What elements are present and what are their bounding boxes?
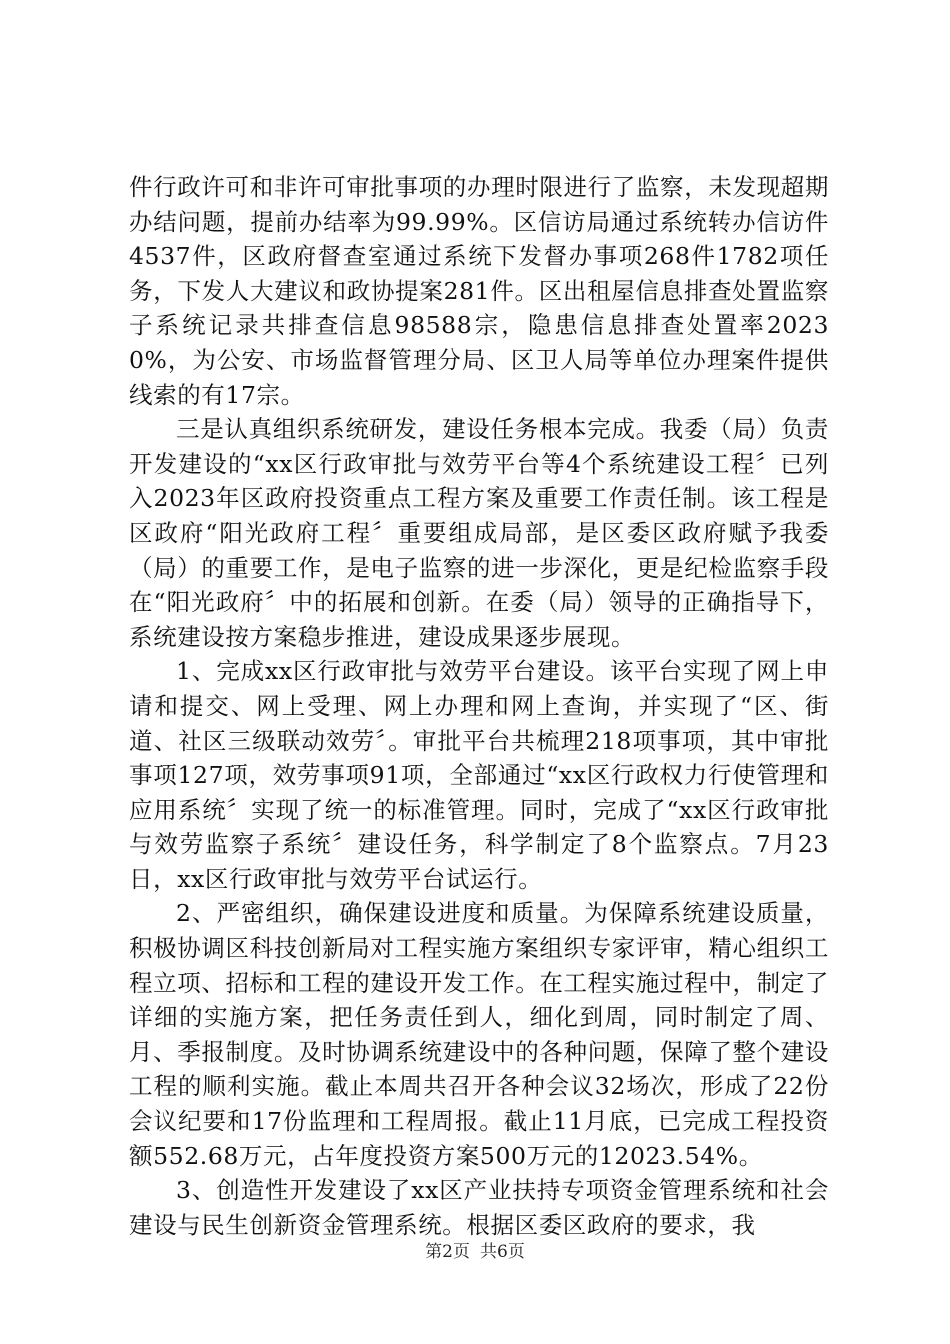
paragraph-1: 件行政许可和非许可审批事项的办理时限进行了监察，未发现超期办结问题，提前办结率为99.99%。区信访局通过系统转办信访件4537件，区政府督查室通过系统下发督办事项268件1782项任务，下发人大建议和政协提案281件。区出租屋信息排查处置监察子系统记录共排查信息98588宗，隐患信息排查处置率20230%，为公安、市场监督管理分局、区卫人局等单位办理案件提供线索的有17宗。 — [129, 173, 829, 409]
page-footer — [0, 1241, 950, 1263]
document-body — [129, 170, 829, 1242]
paragraph-4: 2、严密组织，确保建设进度和质量。为保障系统建设质量，积极协调区科技创新局对工程实施方案组织专家评审，精心组织工程立项、招标和工程的建设开发工作。在工程实施过程中，制定了详细的实施方案，把任务责任到人，细化到周，同时制定了周、月、季报制度。及时协调系统建设中的各种问题，保障了整个建设工程的顺利实施。截止本周共召开各种会议32场次，形成了22份会议纪要和17份监理和工程周报。截止11月底，已完成工程投资额552.68万元，占年度投资方案500万元的12023.54%。 — [129, 899, 829, 1170]
paragraph-2: 三是认真组织系统研发，建设任务根本完成。我委（局）负责开发建设的“xx区行政审批与效劳平台等4个系统建设工程〞已列入2023年区政府投资重点工程方案及重要工作责任制。该工程是区政府“阳光政府工程〞重要组成局部，是区委区政府赋予我委（局）的重要工作，是电子监察的进一步深化，更是纪检监察手段在“阳光政府〞中的拓展和创新。在委（局）领导的正确指导下，系统建设按方案稳步推进，建设成果逐步展现。 — [129, 415, 829, 651]
paragraph-3: 1、完成xx区行政审批与效劳平台建设。该平台实现了网上申请和提交、网上受理、网上办理和网上查询，并实现了“区、街道、社区三级联动效劳〞。审批平台共梳理218项事项，其中审批事项127项，效劳事项91项，全部通过“xx区行政权力行使管理和应用系统〞实现了统一的标准管理。同时，完成了“xx区行政审批与效劳监察子系统〞建设任务，科学制定了8个监察点。7月23日，xx区行政审批与效劳平台试运行。 — [129, 657, 829, 893]
paragraph-5: 3、创造性开发建设了xx区产业扶持专项资金管理系统和社会建设与民生创新资金管理系统。根据区委区政府的要求，我 — [129, 1176, 829, 1239]
page-total: 共6页 — [480, 1242, 525, 1262]
page-number: 第2页 — [425, 1242, 470, 1262]
